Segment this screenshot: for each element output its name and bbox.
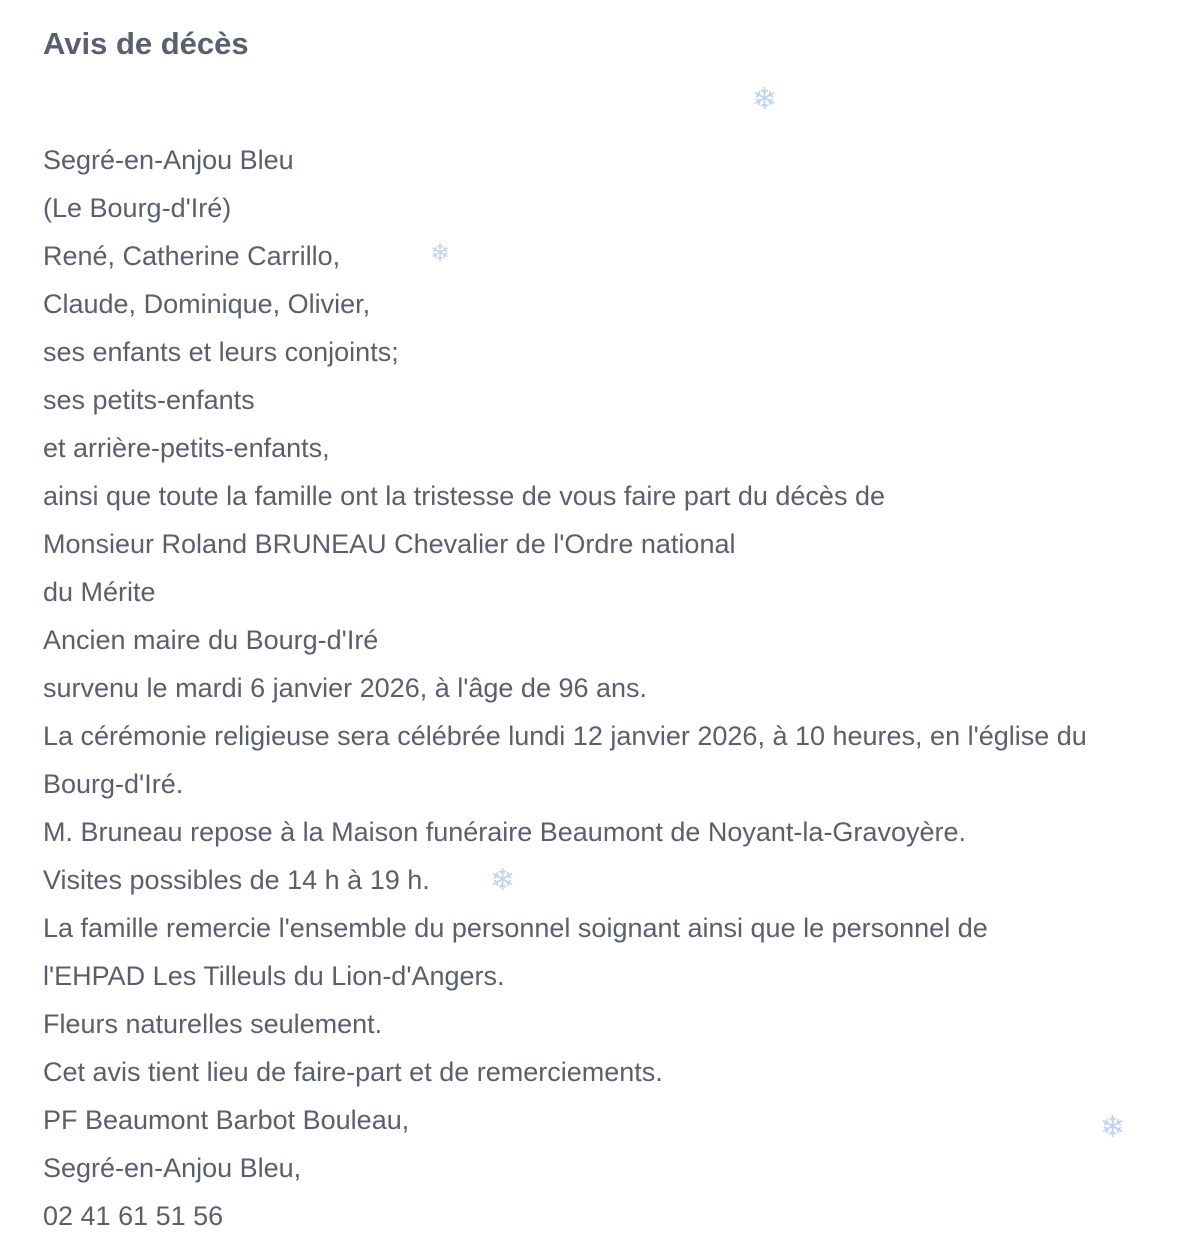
- text-line: La cérémonie religieuse sera célébrée lundi 12 janvier 2026, à 10 heures, en l'église du: [43, 721, 1087, 751]
- text-line: Visites possibles de 14 h à 19 h.: [43, 865, 430, 895]
- obituary-text: [43, 136, 1170, 1240]
- text-line: 02 41 61 51 56: [43, 1201, 224, 1231]
- text-line: Ancien maire du Bourg-d'Iré: [43, 625, 379, 655]
- text-line: Claude, Dominique, Olivier,: [43, 289, 371, 319]
- text-line: et arrière-petits-enfants,: [43, 433, 330, 463]
- text-line: (Le Bourg-d'Iré): [43, 193, 232, 223]
- text-line: M. Bruneau repose à la Maison funéraire Beaumont de Noyant-la-Gravoyère.: [43, 817, 966, 847]
- page-title: Avis de décès: [43, 26, 249, 61]
- text-line: ainsi que toute la famille ont la tristesse de vous faire part du décès de: [43, 481, 885, 511]
- text-line: Fleurs naturelles seulement.: [43, 1009, 383, 1039]
- text-line: ses petits-enfants: [43, 385, 255, 415]
- text-line: ses enfants et leurs conjoints;: [43, 337, 399, 367]
- text-line: René, Catherine Carrillo,: [43, 241, 341, 271]
- snowflake-icon: ❄: [1100, 1111, 1126, 1144]
- text-line: Segré-en-Anjou Bleu,: [43, 1153, 302, 1183]
- text-line: l'EHPAD Les Tilleuls du Lion-d'Angers.: [43, 961, 505, 991]
- text-line: du Mérite: [43, 577, 156, 607]
- text-line: Segré-en-Anjou Bleu: [43, 145, 294, 175]
- text-line: Monsieur Roland BRUNEAU Chevalier de l'Ordre national: [43, 529, 736, 559]
- text-line: La famille remercie l'ensemble du personnel soignant ainsi que le personnel de: [43, 913, 988, 943]
- snowflake-icon: ❄: [490, 864, 516, 897]
- text-line: PF Beaumont Barbot Bouleau,: [43, 1105, 410, 1135]
- snowflake-icon: ❄: [430, 240, 451, 267]
- text-line: survenu le mardi 6 janvier 2026, à l'âge de 96 ans.: [43, 673, 648, 703]
- text-line: Bourg-d'Iré.: [43, 769, 184, 799]
- snowflake-icon: ❄: [752, 83, 778, 116]
- text-line: Cet avis tient lieu de faire-part et de remerciements.: [43, 1057, 663, 1087]
